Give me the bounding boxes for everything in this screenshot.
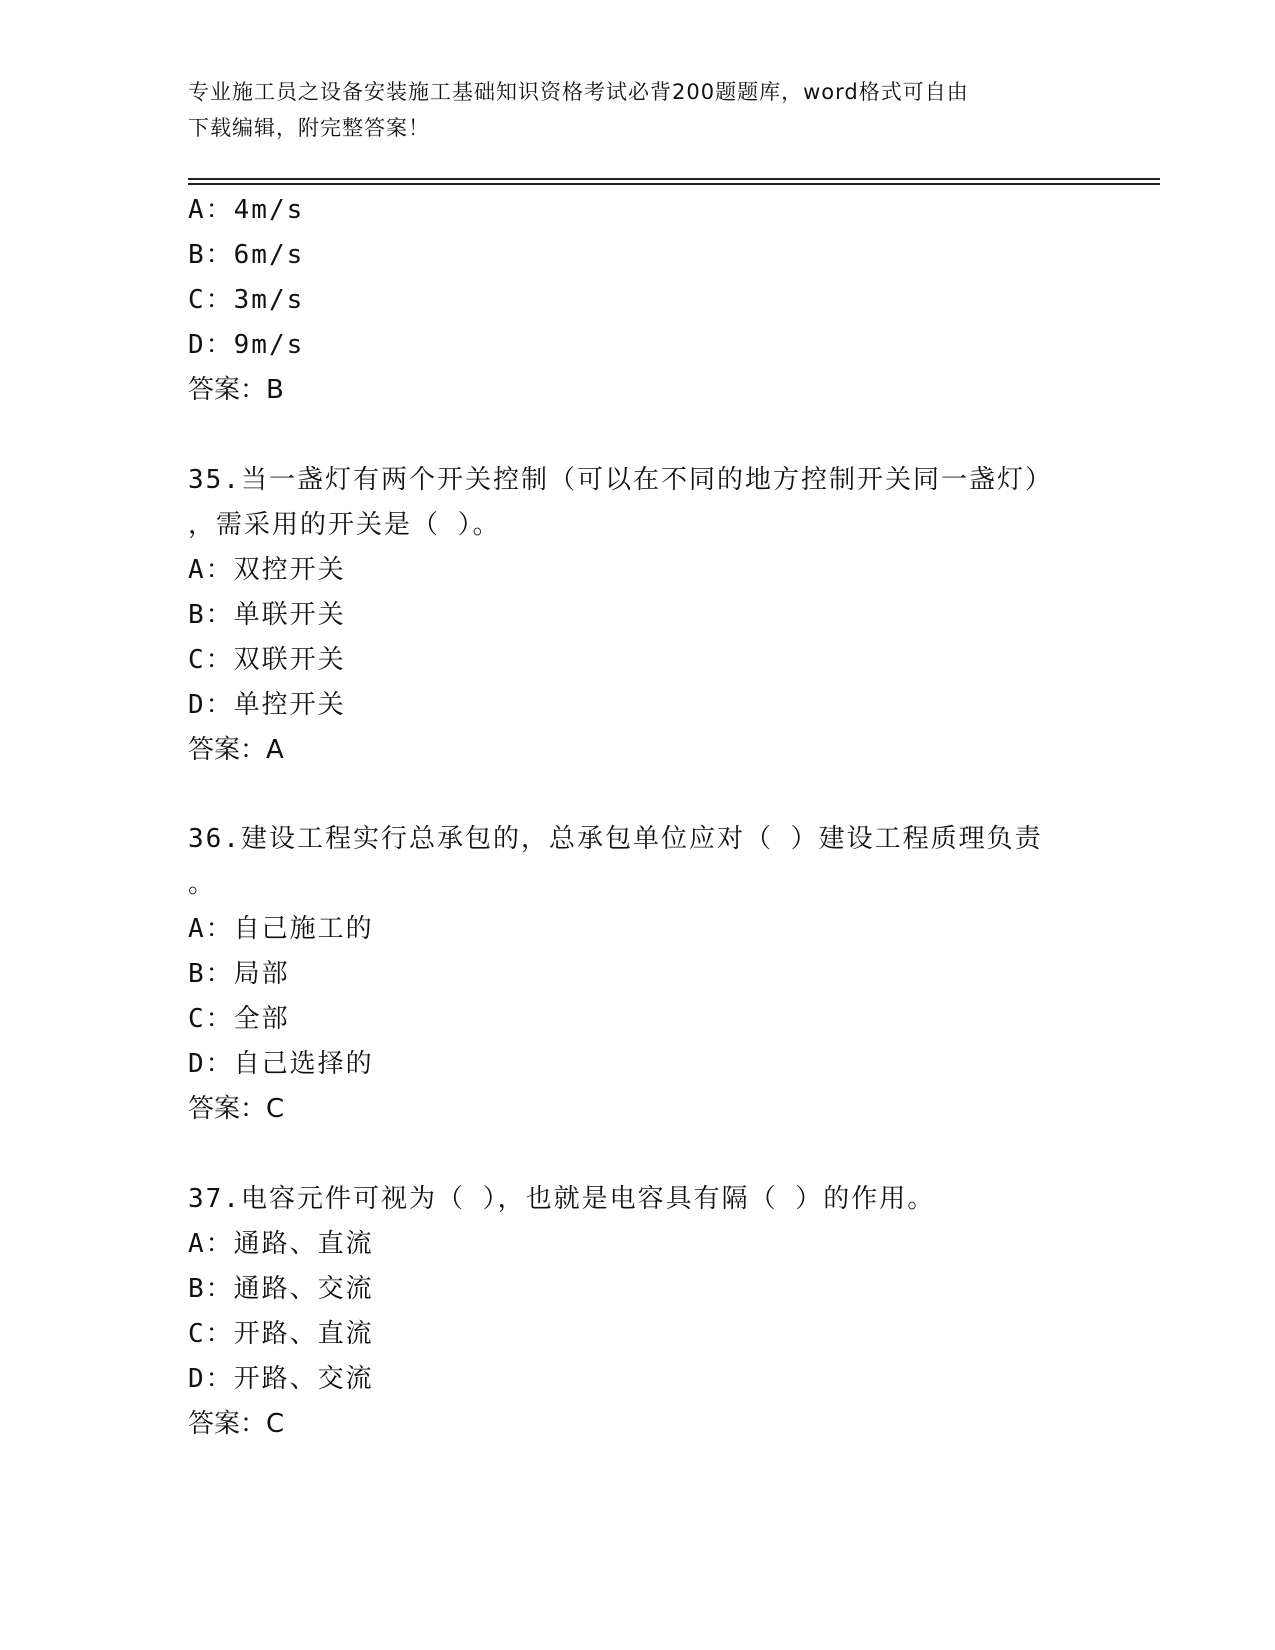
q36-stem-line-1: 36.建设工程实行总承包的，总承包单位应对（ ）建设工程质理负责 [188,824,1043,854]
header-line-1: 专业施工员之设备安装施工基础知识资格考试必背200题题库，word格式可自由 [188,80,969,104]
q35-option-d: D：单控开关 [188,690,346,720]
q35-option-c: C：双联开关 [188,645,346,675]
q36-option-c: C：全部 [188,1004,290,1034]
q37-option-a: A：通路、直流 [188,1229,374,1259]
q34-option-c: C：3m/s [188,285,305,315]
q34-option-b: B：6m/s [188,240,305,270]
q37-answer: 答案：C [188,1409,285,1439]
q35-answer: 答案：A [188,735,284,765]
q36-option-d: D：自己选择的 [188,1049,374,1079]
q37-option-d: D：开路、交流 [188,1364,374,1394]
q37-option-c: C：开路、直流 [188,1319,374,1349]
document-header [188,74,1088,146]
header-divider-top [188,178,1160,180]
q34-option-a: A：4m/s [188,195,305,225]
q34-answer: 答案：B [188,375,284,405]
q37-option-b: B：通路、交流 [188,1274,374,1304]
q35-option-a: A：双控开关 [188,555,346,585]
q36-answer: 答案：C [188,1094,285,1124]
q36-option-b: B：局部 [188,959,290,989]
q35-stem-line-2: ，需采用的开关是（ ）。 [188,510,501,540]
q37-stem-line-1: 37.电容元件可视为（ ），也就是电容具有隔（ ）的作用。 [188,1184,936,1214]
q36-stem-line-2: 。 [188,869,217,899]
q35-stem-line-1: 35.当一盏灯有两个开关控制（可以在不同的地方控制开关同一盏灯） [188,465,1053,495]
q34-option-d: D：9m/s [188,330,305,360]
header-line-2: 下载编辑，附完整答案！ [188,116,430,140]
q35-option-b: B：单联开关 [188,600,346,630]
header-divider-bottom [188,183,1160,185]
q36-option-a: A：自己施工的 [188,914,374,944]
